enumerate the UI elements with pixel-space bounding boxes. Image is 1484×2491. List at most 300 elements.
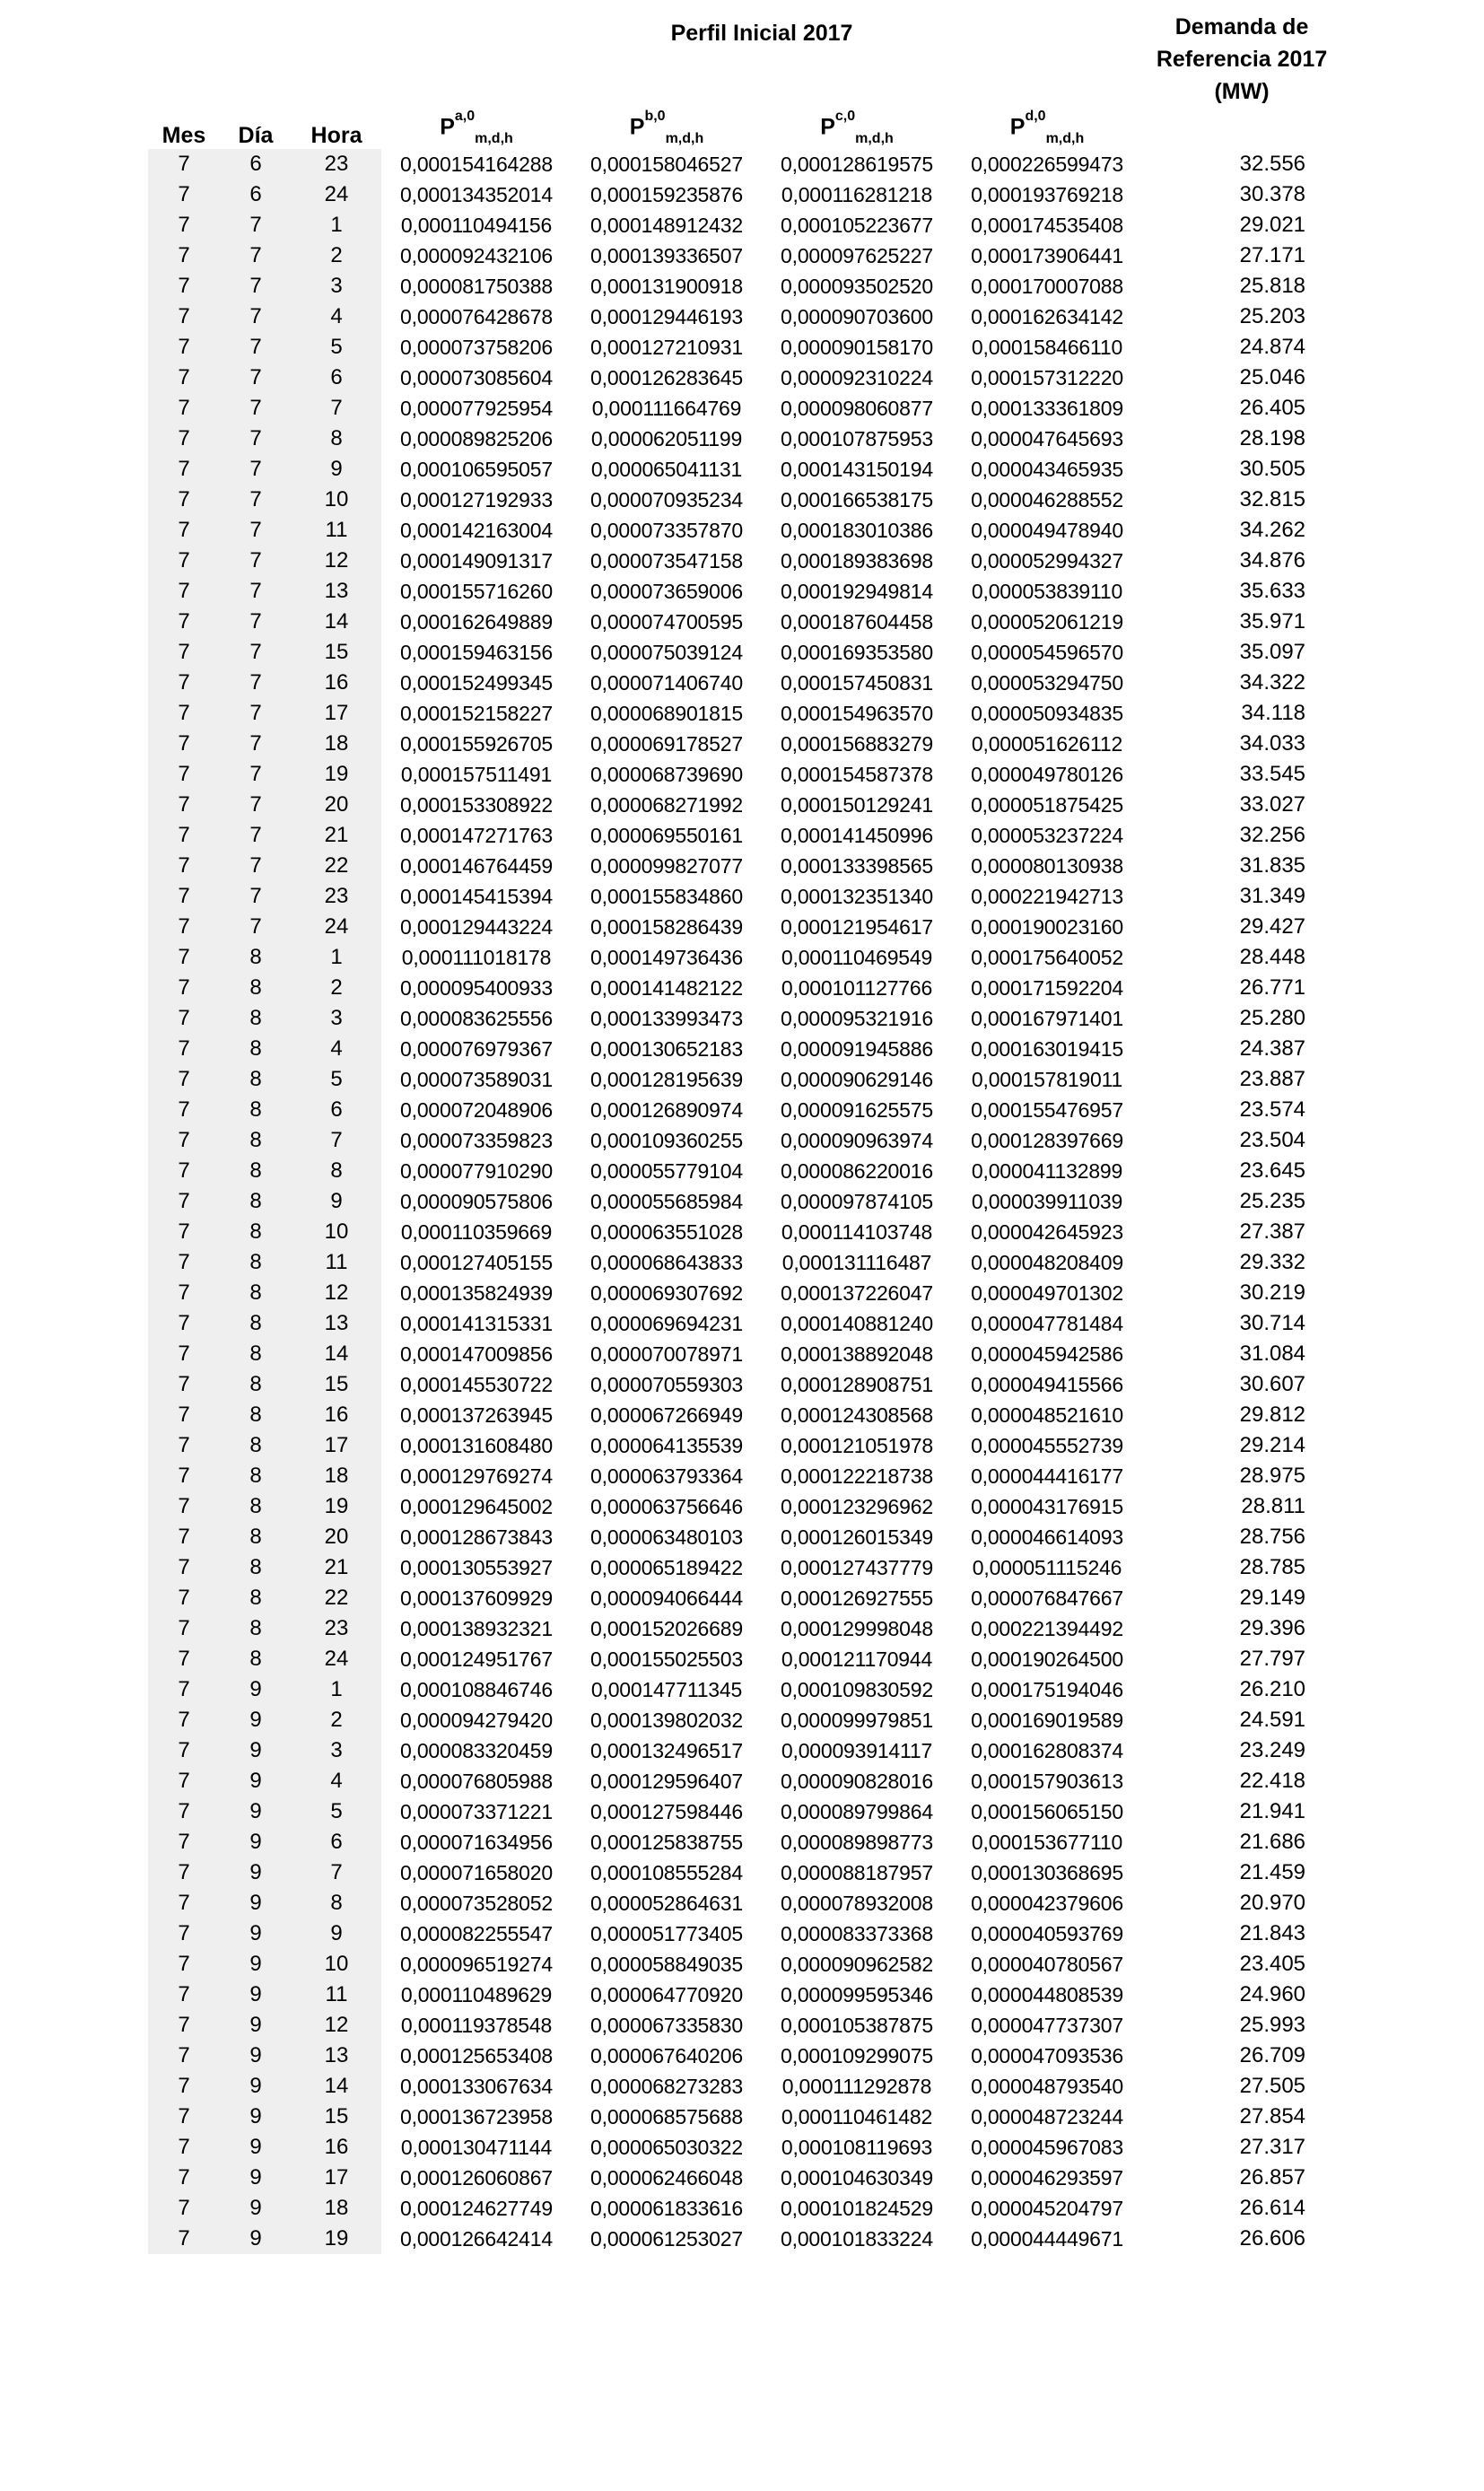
dia-cell: 9 [220,2163,292,2193]
pb-cell: 0,000129596407 [590,1770,743,1793]
demand-cell: 23.504 [1239,1128,1306,1152]
hora-cell: 22 [292,1583,381,1613]
table-row [148,2224,1341,2254]
pb-cell: 0,000073659006 [590,580,743,603]
p-subscript: m,d,h [855,131,894,146]
demand-cell: 33.027 [1239,792,1306,817]
table-row [148,1461,1341,1491]
table-row [148,1186,1341,1217]
dia-cell: 9 [220,2224,292,2254]
table-row [148,2163,1341,2193]
mes-cell: 7 [148,851,220,881]
hora-cell: 14 [292,607,381,637]
pb-cell: 0,000062466048 [590,2166,743,2189]
pa-cell: 0,000081750388 [400,275,553,298]
hora-cell: 24 [292,179,381,210]
pc-cell: 0,000128908751 [781,1373,933,1396]
pc-cell: 0,000114103748 [781,1220,933,1244]
pa-cell: 0,000133067634 [400,2075,553,2098]
pb-cell: 0,000128195639 [590,1068,743,1091]
demand-cell: 28.975 [1239,1464,1306,1488]
demand-cell: 25.993 [1239,2013,1306,2037]
pc-cell: 0,000132351340 [781,885,933,908]
table-row [148,607,1341,637]
table-row [148,1949,1341,1980]
pa-cell: 0,000130471144 [400,2136,553,2159]
table-row [148,1796,1341,1827]
pa-cell: 0,000147009856 [400,1342,553,1366]
hora-cell: 12 [292,1278,381,1308]
pa-cell: 0,000152499345 [400,671,553,695]
hora-cell: 5 [292,332,381,363]
hora-cell: 1 [292,942,381,973]
pa-cell: 0,000071658020 [400,1861,553,1884]
table-row [148,1491,1341,1522]
pb-cell: 0,000063793364 [590,1464,743,1488]
p-superscript: b,0 [644,108,666,124]
pd-cell: 0,000190023160 [971,915,1123,939]
p-symbol: P [820,114,835,139]
mes-cell: 7 [148,1796,220,1827]
pd-cell: 0,000045204797 [971,2197,1123,2220]
pc-cell: 0,000090629146 [781,1068,933,1091]
pa-cell: 0,000146764459 [400,854,553,878]
hora-cell: 2 [292,240,381,271]
pc-cell: 0,000111292878 [781,2075,932,2098]
demand-cell: 30.219 [1239,1280,1306,1305]
pd-cell: 0,000221394492 [971,1617,1123,1640]
pc-cell: 0,000183010386 [781,519,933,542]
p-subscript: m,d,h [665,131,704,146]
dia-cell: 8 [220,1125,292,1156]
demand-cell: 26.709 [1239,2043,1306,2067]
hora-cell: 21 [292,1552,381,1583]
mes-cell: 7 [148,668,220,698]
table-row [148,302,1341,332]
pc-cell: 0,000108119693 [781,2136,933,2159]
mes-cell: 7 [148,576,220,607]
hora-cell: 10 [292,485,381,515]
pb-cell: 0,000073357870 [590,519,743,542]
demand-cell: 21.686 [1239,1830,1306,1854]
pd-column-header [952,102,1142,149]
hora-cell: 10 [292,1217,381,1247]
hora-cell: 17 [292,698,381,729]
pd-cell: 0,000157903613 [971,1770,1123,1793]
pc-cell: 0,000131116487 [781,1251,932,1274]
dia-cell: 7 [220,210,292,240]
dia-cell: 8 [220,1308,292,1339]
dia-cell: 7 [220,759,292,790]
table-row [148,1095,1341,1125]
pd-cell: 0,000080130938 [971,854,1123,878]
mes-cell: 7 [148,912,220,942]
pb-cell: 0,000133993473 [590,1007,743,1030]
mes-cell: 7 [148,1735,220,1766]
pb-cell: 0,000068575688 [590,2105,743,2128]
table-row [148,820,1341,851]
pb-cell: 0,000067266949 [590,1403,743,1427]
table-row [148,1552,1341,1583]
pa-cell: 0,000125653408 [400,2044,553,2067]
pc-cell: 0,000093502520 [781,275,933,298]
pc-cell: 0,000187604458 [781,610,933,634]
demand-cell: 29.149 [1239,1586,1306,1610]
mes-cell: 7 [148,881,220,912]
pd-cell: 0,000170007088 [971,275,1123,298]
demand-cell: 21.459 [1239,1860,1306,1884]
demand-cell: 31.084 [1239,1342,1306,1366]
pa-cell: 0,000145415394 [400,885,553,908]
pa-cell: 0,000155926705 [400,732,553,756]
pc-cell: 0,000090158170 [781,336,933,359]
table-row [148,729,1341,759]
demand-cell: 23.645 [1239,1158,1306,1183]
mes-cell: 7 [148,1552,220,1583]
pc-cell: 0,000109299075 [781,2044,933,2067]
pd-cell: 0,000051115246 [972,1556,1122,1579]
pd-cell: 0,000043176915 [971,1495,1123,1518]
pa-cell: 0,000155716260 [400,580,553,603]
pc-cell: 0,000140881240 [781,1312,933,1335]
table-row [148,2041,1341,2071]
hora-cell: 3 [292,271,381,302]
pd-cell: 0,000049701302 [971,1281,1123,1305]
hora-cell: 7 [292,393,381,424]
pd-cell: 0,000052994327 [971,549,1123,572]
table-row [148,2193,1341,2224]
demand-cell: 28.448 [1239,945,1306,969]
pb-cell: 0,000065041131 [590,458,743,481]
demand-cell: 27.387 [1239,1219,1306,1244]
mes-cell: 7 [148,1583,220,1613]
demand-cell: 34.118 [1241,701,1306,725]
pa-cell: 0,000077925954 [400,397,553,420]
pb-cell: 0,000074700595 [590,610,743,634]
mes-cell: 7 [148,1461,220,1491]
table-row [148,1613,1341,1644]
pd-cell: 0,000076847667 [971,1586,1123,1610]
pc-cell: 0,000092310224 [781,366,933,389]
pd-cell: 0,000163019415 [971,1037,1123,1061]
pa-cell: 0,000073589031 [400,1068,553,1091]
mes-cell: 7 [148,1369,220,1400]
pd-cell: 0,000047645693 [971,427,1123,450]
hora-cell: 4 [292,302,381,332]
demand-cell: 24.874 [1239,335,1306,359]
pc-cell: 0,000105387875 [781,2014,933,2037]
table-row [148,576,1341,607]
demand-cell: 34.876 [1239,548,1306,572]
pb-cell: 0,000070559303 [590,1373,743,1396]
dia-cell: 6 [220,149,292,179]
mes-column-header: Mes [161,123,206,148]
table-row [148,881,1341,912]
pa-cell: 0,000096519274 [400,1953,553,1976]
pb-cell: 0,000132496517 [590,1739,743,1762]
mes-cell: 7 [148,546,220,576]
pb-cell: 0,000158046527 [590,153,743,176]
demand-cell: 26.614 [1239,2196,1306,2220]
mes-cell: 7 [148,942,220,973]
pd-cell: 0,000047781484 [971,1312,1123,1335]
demand-cell: 25.280 [1239,1006,1306,1030]
pb-cell: 0,000065189422 [590,1556,743,1579]
table-row [148,2010,1341,2041]
pa-cell: 0,000073359823 [400,1129,553,1152]
pb-cell: 0,000127598446 [590,1800,743,1823]
pd-cell: 0,000158466110 [971,336,1123,359]
pc-cell: 0,000124308568 [781,1403,933,1427]
dia-cell: 8 [220,1400,292,1430]
pb-cell: 0,000068901815 [590,702,743,725]
pd-cell: 0,000175640052 [971,946,1123,969]
hora-cell: 13 [292,2041,381,2071]
pb-cell: 0,000070078971 [590,1342,743,1366]
pd-cell: 0,000045942586 [971,1342,1123,1366]
pd-cell: 0,000155476957 [971,1098,1123,1122]
pc-cell: 0,000107875953 [781,427,933,450]
mes-cell: 7 [148,2071,220,2102]
table-row [148,1064,1341,1095]
pb-cell: 0,000126283645 [590,366,743,389]
hora-cell: 2 [292,1705,381,1735]
pb-cell: 0,000062051199 [590,427,743,450]
demand-cell: 26.606 [1239,2226,1306,2251]
demand-cell: 23.405 [1239,1952,1306,1976]
pd-cell: 0,000130368695 [971,1861,1123,1884]
pd-cell: 0,000128397669 [971,1129,1123,1152]
table-row [148,1857,1341,1888]
pd-cell: 0,000040593769 [971,1922,1123,1945]
hora-column-header: Hora [310,123,362,148]
hora-cell: 12 [292,2010,381,2041]
hora-cell: 8 [292,1156,381,1186]
pd-cell: 0,000044416177 [971,1464,1123,1488]
pa-cell: 0,000138932321 [400,1617,553,1640]
pd-cell: 0,000048793540 [971,2075,1123,2098]
pa-cell: 0,000124627749 [400,2197,553,2220]
dia-cell: 7 [220,485,292,515]
pb-cell: 0,000068643833 [590,1251,743,1274]
mes-cell: 7 [148,2163,220,2193]
dia-cell: 7 [220,424,292,454]
pb-cell: 0,000064770920 [590,1983,743,2006]
demand-cell: 21.941 [1239,1799,1306,1823]
pc-cell: 0,000109830592 [781,1678,933,1701]
pb-cell: 0,000068739690 [590,763,743,786]
pd-cell: 0,000053237224 [971,824,1123,847]
hora-cell: 11 [292,1980,381,2010]
table-row [148,1766,1341,1796]
demand-cell: 27.317 [1239,2135,1306,2159]
hora-cell: 16 [292,668,381,698]
pc-cell: 0,000166538175 [781,488,933,511]
hora-cell: 5 [292,1064,381,1095]
pb-cell: 0,000055779104 [590,1159,743,1183]
table-row [148,179,1341,210]
pd-cell: 0,000190264500 [971,1648,1123,1671]
hora-cell: 14 [292,1339,381,1369]
pc-cell: 0,000101833224 [781,2227,933,2251]
mes-cell: 7 [148,1949,220,1980]
pc-cell: 0,000088187957 [781,1861,933,1884]
table-row [148,210,1341,240]
p-symbol: P [1009,114,1026,139]
pa-cell: 0,000089825206 [400,427,553,450]
pa-cell: 0,000130553927 [400,1556,553,1579]
pc-cell: 0,000089799864 [781,1800,933,1823]
pd-cell: 0,000053839110 [971,580,1123,603]
pa-cell: 0,000127192933 [400,488,553,511]
pd-cell: 0,000193769218 [971,183,1123,206]
table-row [148,790,1341,820]
pa-cell: 0,000128673843 [400,1525,553,1549]
hora-cell: 9 [292,454,381,485]
mes-cell: 7 [148,424,220,454]
dia-cell: 9 [220,1705,292,1735]
demand-cell: 30.714 [1239,1311,1306,1335]
hora-cell: 13 [292,576,381,607]
pb-cell: 0,000065030322 [590,2136,743,2159]
mes-cell: 7 [148,363,220,393]
dia-cell: 9 [220,1827,292,1857]
pb-cell: 0,000068271992 [590,793,743,817]
pc-cell: 0,000110461482 [781,2105,933,2128]
table-row [148,851,1341,881]
demand-cell: 24.960 [1239,1982,1306,2006]
pb-cell: 0,000055685984 [590,1190,743,1213]
mes-cell: 7 [148,332,220,363]
dia-cell: 9 [220,2193,292,2224]
p-symbol: P [440,114,455,139]
demand-cell: 29.812 [1239,1403,1306,1427]
hora-cell: 13 [292,1308,381,1339]
dia-cell: 8 [220,1003,292,1034]
demand-cell: 30.378 [1239,182,1306,206]
pb-cell: 0,000070935234 [590,488,743,511]
pc-cell: 0,000099979851 [781,1709,933,1732]
mes-cell: 7 [148,1980,220,2010]
table-body [148,149,1341,2254]
pd-cell: 0,000044449671 [971,2227,1123,2251]
demand-cell: 25.818 [1239,274,1306,298]
hora-cell: 15 [292,2102,381,2132]
pa-cell: 0,000141315331 [400,1312,553,1335]
pa-cell: 0,000137263945 [400,1403,553,1427]
pd-cell: 0,000049415566 [971,1373,1123,1396]
pb-cell: 0,000139336507 [590,244,743,267]
demand-cell: 34.322 [1239,670,1306,695]
hora-cell: 12 [292,546,381,576]
demand-cell: 32.256 [1239,823,1306,847]
table-row [148,1674,1341,1705]
pd-cell: 0,000221942713 [971,885,1123,908]
table-row [148,973,1341,1003]
pc-cell: 0,000150129241 [781,793,933,817]
table-row [148,1888,1341,1919]
table-header [148,0,1341,149]
hora-cell: 24 [292,1644,381,1674]
pd-cell: 0,000054596570 [971,641,1123,664]
dia-cell: 8 [220,1095,292,1125]
pd-cell: 0,000051875425 [971,793,1123,817]
pb-cell: 0,000149736436 [590,946,743,969]
pd-cell: 0,000049478940 [971,519,1123,542]
mes-cell: 7 [148,1705,220,1735]
pd-cell: 0,000044808539 [971,1983,1123,2006]
table-row [148,1369,1341,1400]
pa-cell: 0,000076428678 [400,305,553,328]
dia-cell: 7 [220,240,292,271]
pb-cell: 0,000063480103 [590,1525,743,1549]
table-row [148,1034,1341,1064]
pb-cell: 0,000063756646 [590,1495,743,1518]
pa-cell: 0,000154164288 [400,153,553,176]
hora-cell: 9 [292,1186,381,1217]
hora-cell: 3 [292,1735,381,1766]
pa-cell: 0,000072048906 [400,1098,553,1122]
dia-cell: 7 [220,881,292,912]
dia-cell: 9 [220,2071,292,2102]
pc-cell: 0,000099595346 [781,1983,933,2006]
pc-cell: 0,000097625227 [781,244,933,267]
pd-cell: 0,000157312220 [971,366,1123,389]
pa-cell: 0,000073758206 [400,336,553,359]
pb-cell: 0,000159235876 [590,183,743,206]
mes-cell: 7 [148,1613,220,1644]
pb-cell: 0,000111664769 [591,397,742,420]
pb-cell: 0,000061253027 [590,2227,743,2251]
table-row [148,546,1341,576]
pa-cell: 0,000142163004 [400,519,553,542]
demand-cell: 28.756 [1239,1525,1306,1549]
pb-cell: 0,000052864631 [590,1892,743,1915]
demand-cell: 25.046 [1239,365,1306,389]
hora-cell: 11 [292,515,381,546]
pc-cell: 0,000090828016 [781,1770,933,1793]
pb-cell: 0,000141482122 [590,976,743,1000]
dia-cell: 9 [220,1980,292,2010]
pb-cell: 0,000129446193 [590,305,743,328]
pa-cell: 0,000076805988 [400,1770,553,1793]
mes-cell: 7 [148,2193,220,2224]
pa-cell: 0,000137609929 [400,1586,553,1610]
hora-cell: 8 [292,1888,381,1919]
pc-cell: 0,000089898773 [781,1831,933,1854]
profile-table [148,0,1341,2254]
hora-cell: 23 [292,1613,381,1644]
table-row [148,485,1341,515]
pa-cell: 0,000157511491 [400,763,553,786]
pb-cell: 0,000148912432 [590,214,743,237]
pc-cell: 0,000101127766 [781,976,933,1000]
dia-cell: 8 [220,1217,292,1247]
pd-cell: 0,000043465935 [971,458,1123,481]
mes-cell: 7 [148,973,220,1003]
pc-cell: 0,000133398565 [781,854,933,878]
dia-cell: 7 [220,790,292,820]
dia-cell: 8 [220,1369,292,1400]
mes-cell: 7 [148,2010,220,2041]
mes-cell: 7 [148,179,220,210]
dia-cell: 8 [220,1522,292,1552]
pb-cell: 0,000069694231 [590,1312,743,1335]
pc-cell: 0,000095321916 [781,1007,933,1030]
mes-cell: 7 [148,729,220,759]
mes-cell: 7 [148,149,220,179]
pa-cell: 0,000073085604 [400,366,553,389]
